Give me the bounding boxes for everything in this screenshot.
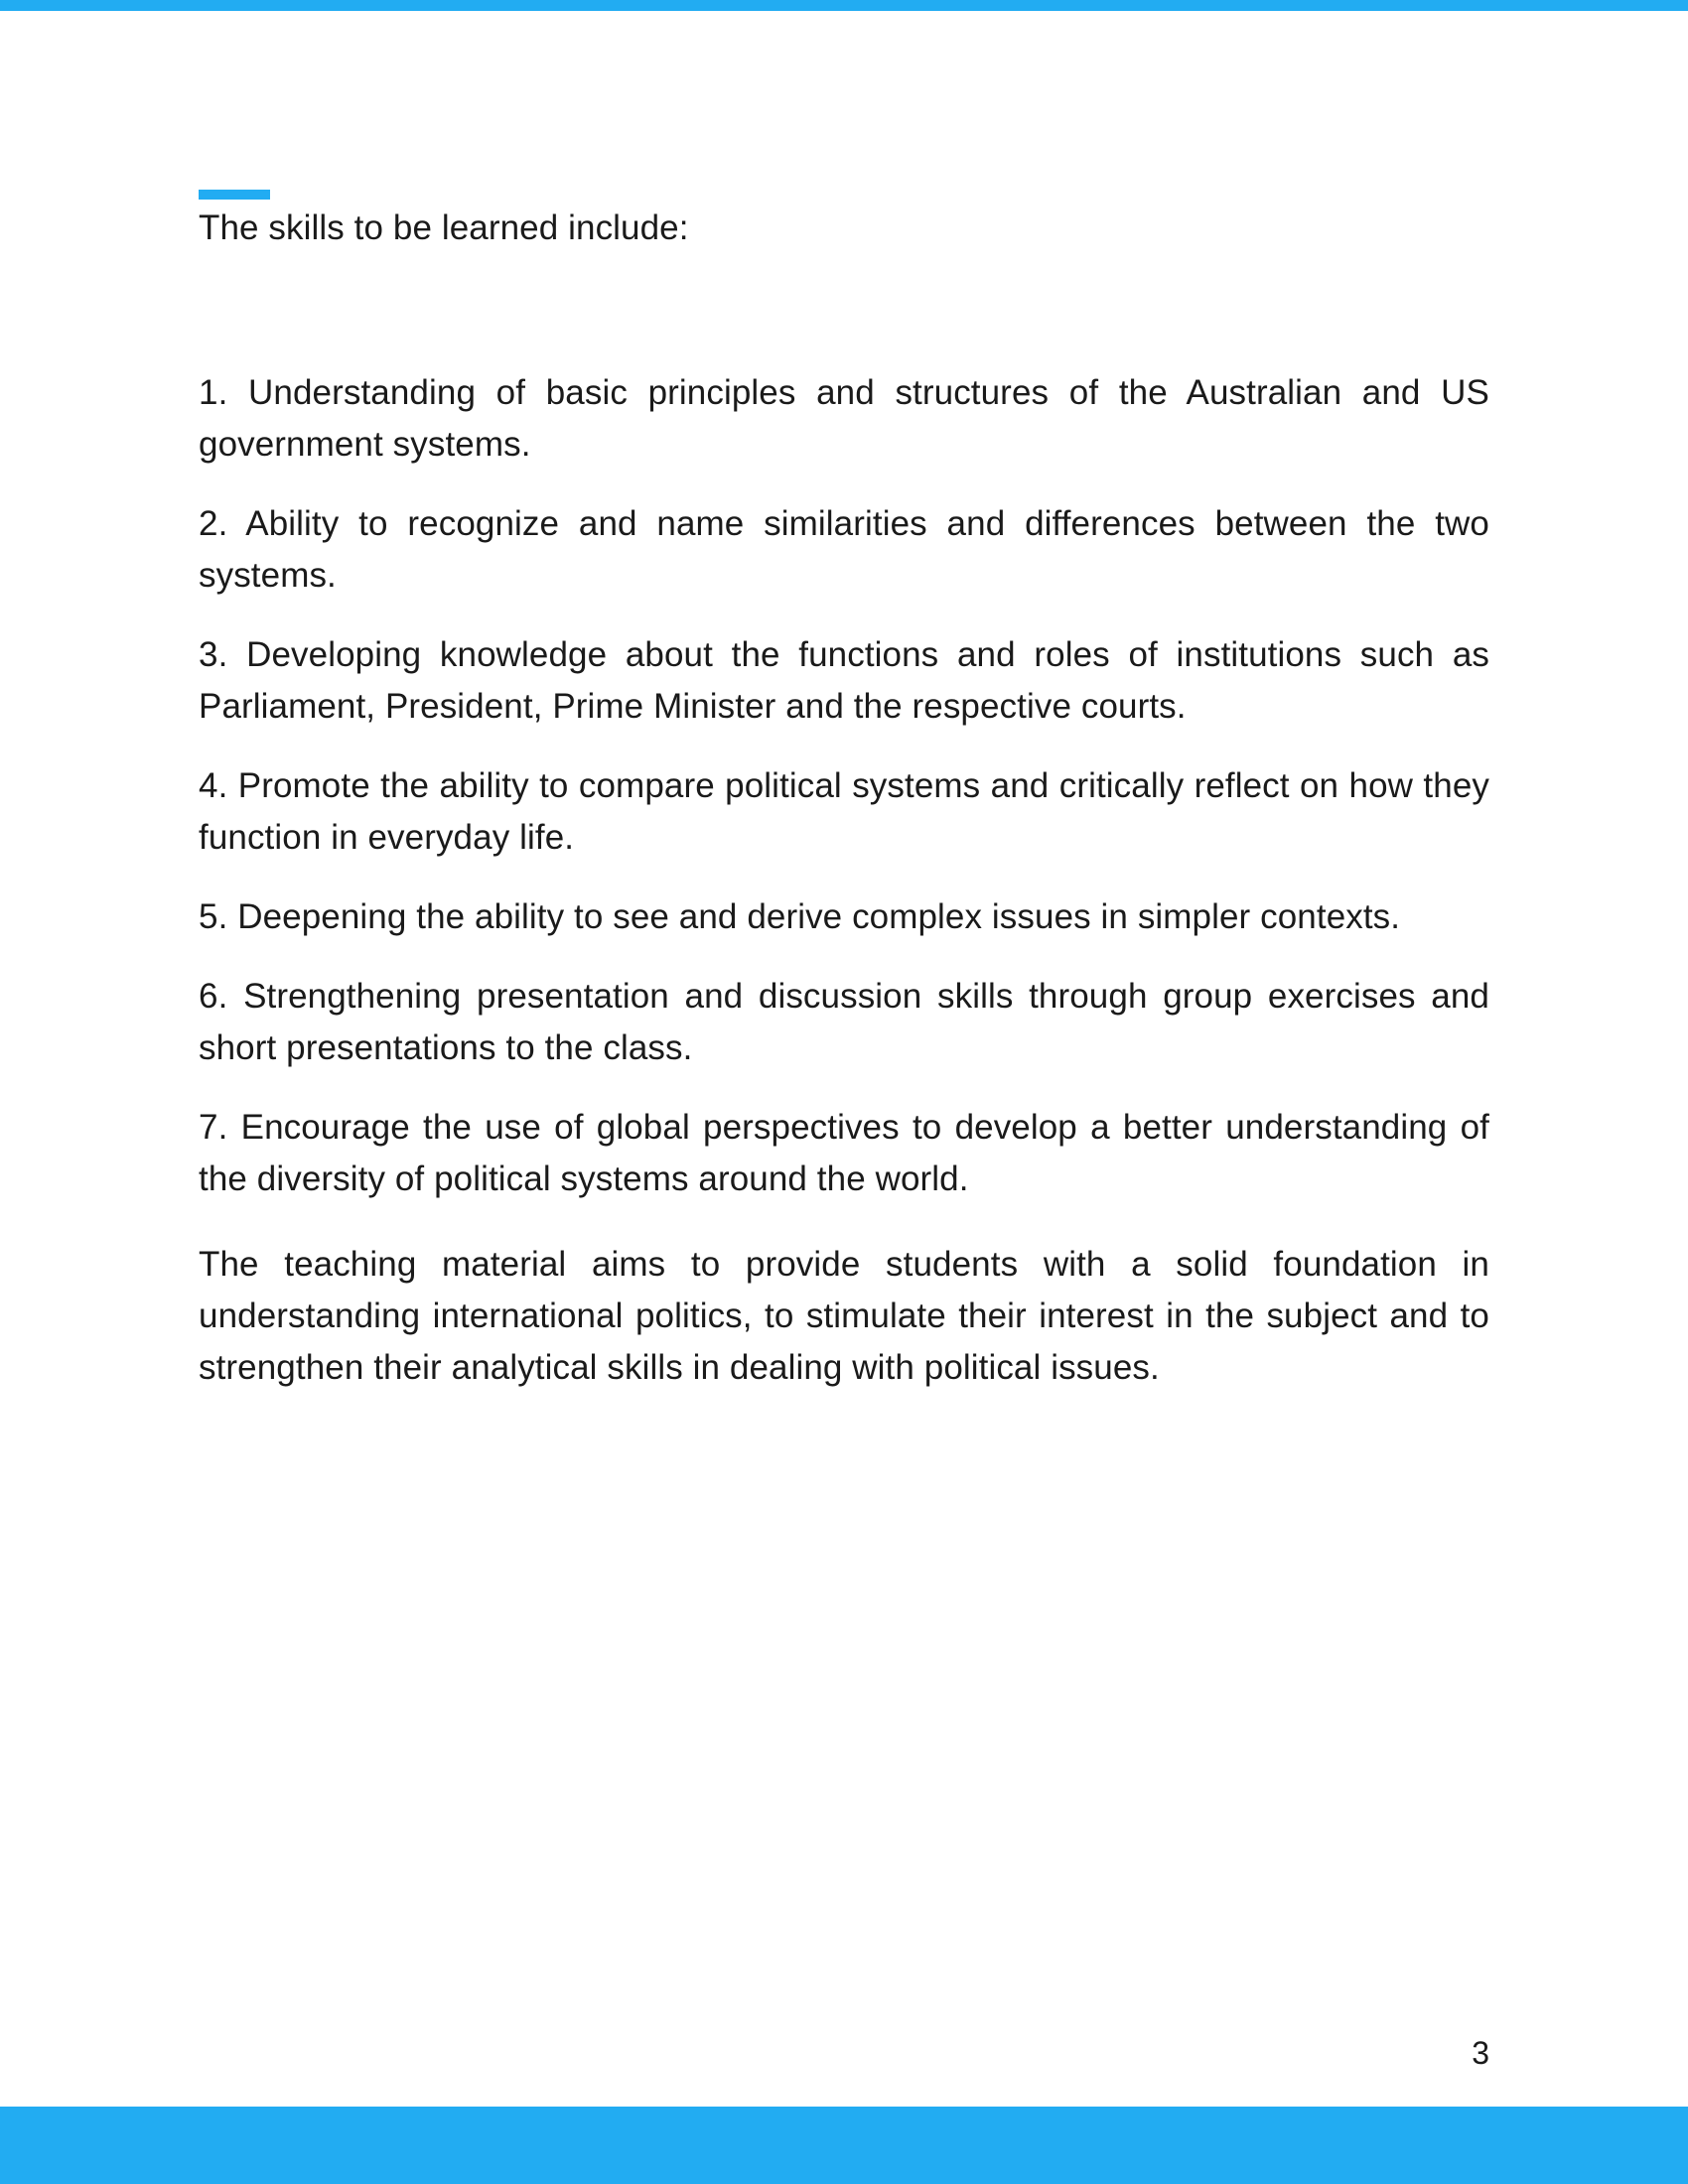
list-item: 4. Promote the ability to compare political systems and critically reflect on how they function in everyday life. <box>199 766 1489 857</box>
closing-paragraph: The teaching material aims to provide students with a solid foundation in understanding international politics, to stimulate their interest in the subject and to strengthen their analytical skills in dealing with political issues. <box>199 1245 1489 1387</box>
top-accent-bar <box>0 0 1688 11</box>
list-item: 3. Developing knowledge about the functions and roles of institutions such as Parliament, President, Prime Minister and the respective courts. <box>199 635 1489 726</box>
list-item: 2. Ability to recognize and name similarities and differences between the two systems. <box>199 504 1489 595</box>
page-title: The skills to be learned include: <box>199 208 689 247</box>
page-number: 3 <box>1472 2035 1489 2071</box>
list-item: 5. Deepening the ability to see and derive complex issues in simpler contexts. <box>199 897 1401 936</box>
list-item: 7. Encourage the use of global perspectives to develop a better understanding of the diversity of political systems around the world. <box>199 1108 1489 1198</box>
skills-list <box>199 367 1489 1205</box>
heading-accent-mark <box>199 190 270 200</box>
list-item: 6. Strengthening presentation and discussion skills through group exercises and short presentations to the class. <box>199 977 1489 1067</box>
list-item: 1. Understanding of basic principles and structures of the Australian and US government systems. <box>199 373 1489 464</box>
bottom-accent-bar <box>0 2107 1688 2184</box>
closing-section <box>199 1239 1489 1394</box>
